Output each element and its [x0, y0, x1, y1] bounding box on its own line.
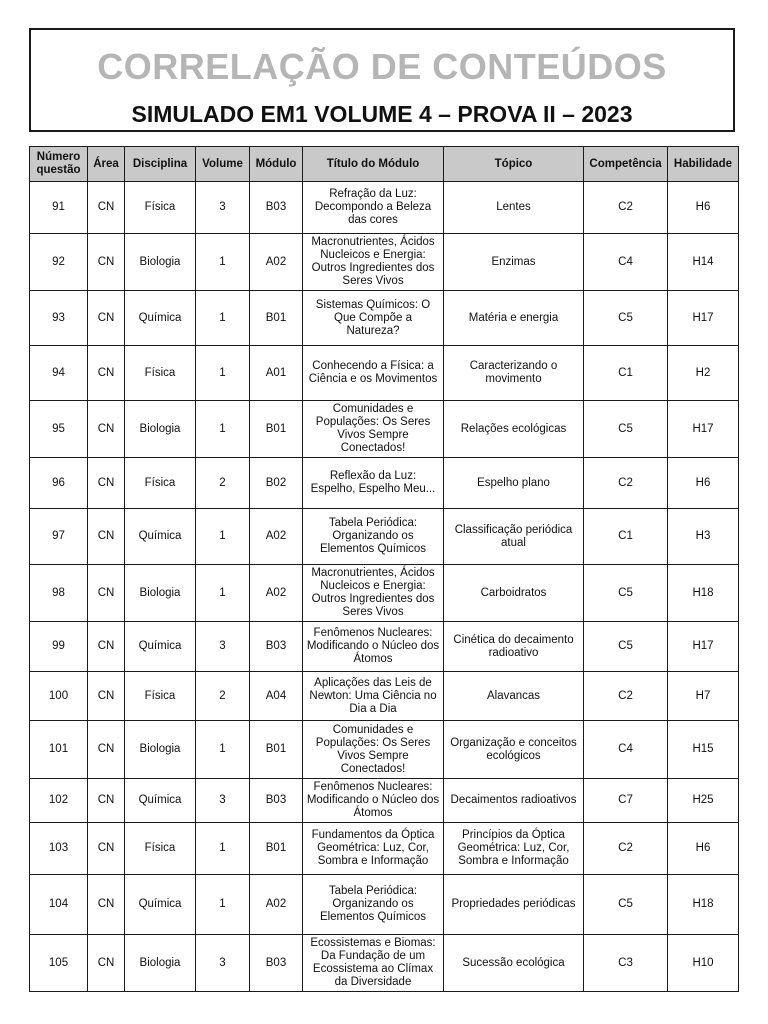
table-row: [30, 234, 739, 291]
cell-titulo: Comunidades e Populações: Os Seres Vivos Sempre Conectados!: [303, 721, 444, 779]
cell-area: CN: [88, 823, 125, 875]
cell-competencia: C1: [584, 509, 668, 565]
table-body: [30, 182, 739, 992]
table-row: [30, 291, 739, 346]
cell-volume: 3: [196, 779, 250, 823]
cell-volume: 1: [196, 291, 250, 346]
document-header: [29, 28, 735, 132]
cell-area: CN: [88, 779, 125, 823]
column-header-topico: Tópico: [444, 147, 584, 182]
cell-area: CN: [88, 935, 125, 992]
cell-topico: Caracterizando o movimento: [444, 346, 584, 401]
cell-modulo: B02: [250, 458, 303, 509]
cell-modulo: B01: [250, 823, 303, 875]
cell-habilidade: H18: [668, 565, 739, 622]
cell-disciplina: Química: [125, 875, 196, 935]
cell-numero: 94: [30, 346, 88, 401]
cell-volume: 1: [196, 401, 250, 458]
cell-titulo: Tabela Periódica: Organizando os Elementos Químicos: [303, 875, 444, 935]
cell-titulo: Macronutrientes, Ácidos Nucleicos e Energia: Outros Ingredientes dos Seres Vivos: [303, 234, 444, 291]
cell-disciplina: Física: [125, 823, 196, 875]
cell-competencia: C5: [584, 401, 668, 458]
table-row: [30, 346, 739, 401]
cell-habilidade: H6: [668, 823, 739, 875]
cell-volume: 1: [196, 346, 250, 401]
cell-topico: Enzimas: [444, 234, 584, 291]
cell-titulo: Comunidades e Populações: Os Seres Vivos Sempre Conectados!: [303, 401, 444, 458]
cell-disciplina: Química: [125, 509, 196, 565]
cell-habilidade: H7: [668, 672, 739, 721]
cell-topico: Propriedades periódicas: [444, 875, 584, 935]
cell-numero: 93: [30, 291, 88, 346]
cell-habilidade: H3: [668, 509, 739, 565]
cell-area: CN: [88, 721, 125, 779]
cell-volume: 3: [196, 622, 250, 672]
cell-modulo: B03: [250, 935, 303, 992]
cell-titulo: Fenômenos Nucleares: Modificando o Núcleo dos Átomos: [303, 622, 444, 672]
cell-competencia: C2: [584, 823, 668, 875]
cell-topico: Princípios da Óptica Geométrica: Luz, Cor, Sombra e Informação: [444, 823, 584, 875]
cell-titulo: Fenômenos Nucleares: Modificando o Núcleo dos Átomos: [303, 779, 444, 823]
cell-numero: 104: [30, 875, 88, 935]
cell-topico: Cinética do decaimento radioativo: [444, 622, 584, 672]
cell-volume: 2: [196, 672, 250, 721]
cell-volume: 1: [196, 509, 250, 565]
cell-topico: Carboidratos: [444, 565, 584, 622]
table-header-row: [30, 147, 739, 182]
cell-topico: Decaimentos radioativos: [444, 779, 584, 823]
cell-area: CN: [88, 346, 125, 401]
cell-area: CN: [88, 565, 125, 622]
cell-habilidade: H10: [668, 935, 739, 992]
cell-topico: Classificação periódica atual: [444, 509, 584, 565]
cell-titulo: Ecossistemas e Biomas: Da Fundação de um Ecossistema ao Clímax da Diversidade: [303, 935, 444, 992]
cell-numero: 105: [30, 935, 88, 992]
cell-habilidade: H6: [668, 458, 739, 509]
cell-modulo: A02: [250, 875, 303, 935]
column-header-titulo: Título do Módulo: [303, 147, 444, 182]
column-header-competencia: Competência: [584, 147, 668, 182]
document-subtitle: SIMULADO EM1 VOLUME 4 – PROVA II – 2023: [131, 101, 633, 127]
cell-disciplina: Biologia: [125, 721, 196, 779]
cell-numero: 97: [30, 509, 88, 565]
cell-volume: 1: [196, 565, 250, 622]
cell-area: CN: [88, 672, 125, 721]
cell-numero: 96: [30, 458, 88, 509]
cell-modulo: B01: [250, 721, 303, 779]
cell-habilidade: H25: [668, 779, 739, 823]
cell-habilidade: H14: [668, 234, 739, 291]
table-row: [30, 721, 739, 779]
cell-modulo: A02: [250, 509, 303, 565]
cell-competencia: C4: [584, 234, 668, 291]
cell-competencia: C2: [584, 458, 668, 509]
cell-habilidade: H17: [668, 622, 739, 672]
cell-area: CN: [88, 291, 125, 346]
cell-modulo: A02: [250, 565, 303, 622]
column-header-habilidade: Habilidade: [668, 147, 739, 182]
cell-volume: 1: [196, 875, 250, 935]
cell-modulo: B03: [250, 779, 303, 823]
cell-titulo: Refração da Luz: Decompondo a Beleza das cores: [303, 182, 444, 234]
cell-habilidade: H2: [668, 346, 739, 401]
cell-competencia: C1: [584, 346, 668, 401]
cell-competencia: C5: [584, 565, 668, 622]
cell-topico: Matéria e energia: [444, 291, 584, 346]
cell-disciplina: Física: [125, 672, 196, 721]
cell-disciplina: Física: [125, 458, 196, 509]
cell-area: CN: [88, 234, 125, 291]
cell-titulo: Aplicações das Leis de Newton: Uma Ciência no Dia a Dia: [303, 672, 444, 721]
cell-numero: 95: [30, 401, 88, 458]
cell-modulo: B01: [250, 401, 303, 458]
cell-topico: Lentes: [444, 182, 584, 234]
cell-modulo: B03: [250, 182, 303, 234]
cell-volume: 1: [196, 234, 250, 291]
cell-volume: 1: [196, 823, 250, 875]
cell-numero: 102: [30, 779, 88, 823]
cell-volume: 2: [196, 458, 250, 509]
table-row: [30, 935, 739, 992]
cell-titulo: Tabela Periódica: Organizando os Elementos Químicos: [303, 509, 444, 565]
cell-modulo: B03: [250, 622, 303, 672]
cell-competencia: C3: [584, 935, 668, 992]
cell-titulo: Conhecendo a Física: a Ciência e os Movimentos: [303, 346, 444, 401]
cell-area: CN: [88, 182, 125, 234]
cell-habilidade: H15: [668, 721, 739, 779]
table-row: [30, 509, 739, 565]
cell-competencia: C5: [584, 875, 668, 935]
table-row: [30, 779, 739, 823]
cell-modulo: B01: [250, 291, 303, 346]
cell-competencia: C7: [584, 779, 668, 823]
cell-topico: Alavancas: [444, 672, 584, 721]
cell-topico: Organização e conceitos ecológicos: [444, 721, 584, 779]
cell-disciplina: Física: [125, 182, 196, 234]
cell-disciplina: Biologia: [125, 565, 196, 622]
column-header-modulo: Módulo: [250, 147, 303, 182]
cell-topico: Espelho plano: [444, 458, 584, 509]
column-header-numero: Número questão: [30, 147, 88, 182]
cell-topico: Sucessão ecológica: [444, 935, 584, 992]
table-row: [30, 672, 739, 721]
cell-numero: 103: [30, 823, 88, 875]
cell-competencia: C4: [584, 721, 668, 779]
cell-habilidade: H6: [668, 182, 739, 234]
cell-area: CN: [88, 875, 125, 935]
cell-modulo: A01: [250, 346, 303, 401]
cell-disciplina: Biologia: [125, 234, 196, 291]
cell-titulo: Sistemas Químicos: O Que Compõe a Natureza?: [303, 291, 444, 346]
cell-volume: 3: [196, 182, 250, 234]
cell-numero: 98: [30, 565, 88, 622]
cell-topico: Relações ecológicas: [444, 401, 584, 458]
cell-numero: 101: [30, 721, 88, 779]
cell-disciplina: Biologia: [125, 401, 196, 458]
cell-competencia: C2: [584, 182, 668, 234]
cell-area: CN: [88, 401, 125, 458]
document-title: CORRELAÇÃO DE CONTEÚDOS: [97, 46, 667, 87]
cell-competencia: C5: [584, 291, 668, 346]
cell-habilidade: H17: [668, 291, 739, 346]
cell-volume: 3: [196, 935, 250, 992]
cell-titulo: Fundamentos da Óptica Geométrica: Luz, Cor, Sombra e Informação: [303, 823, 444, 875]
cell-area: CN: [88, 622, 125, 672]
table-row: [30, 622, 739, 672]
table-row: [30, 458, 739, 509]
cell-area: CN: [88, 458, 125, 509]
cell-titulo: Reflexão da Luz: Espelho, Espelho Meu...: [303, 458, 444, 509]
cell-modulo: A02: [250, 234, 303, 291]
column-header-area: Área: [88, 147, 125, 182]
cell-disciplina: Física: [125, 346, 196, 401]
cell-habilidade: H18: [668, 875, 739, 935]
cell-competencia: C5: [584, 622, 668, 672]
table-row: [30, 401, 739, 458]
table-row: [30, 565, 739, 622]
cell-numero: 92: [30, 234, 88, 291]
table-row: [30, 875, 739, 935]
cell-competencia: C2: [584, 672, 668, 721]
column-header-volume: Volume: [196, 147, 250, 182]
table-row: [30, 182, 739, 234]
cell-disciplina: Química: [125, 291, 196, 346]
cell-disciplina: Biologia: [125, 935, 196, 992]
cell-numero: 91: [30, 182, 88, 234]
correlation-table: [29, 146, 739, 992]
cell-disciplina: Química: [125, 622, 196, 672]
cell-numero: 99: [30, 622, 88, 672]
table-row: [30, 823, 739, 875]
cell-titulo: Macronutrientes, Ácidos Nucleicos e Energia: Outros Ingredientes dos Seres Vivos: [303, 565, 444, 622]
cell-modulo: A04: [250, 672, 303, 721]
cell-disciplina: Química: [125, 779, 196, 823]
cell-numero: 100: [30, 672, 88, 721]
cell-area: CN: [88, 509, 125, 565]
column-header-disciplina: Disciplina: [125, 147, 196, 182]
cell-habilidade: H17: [668, 401, 739, 458]
cell-volume: 1: [196, 721, 250, 779]
